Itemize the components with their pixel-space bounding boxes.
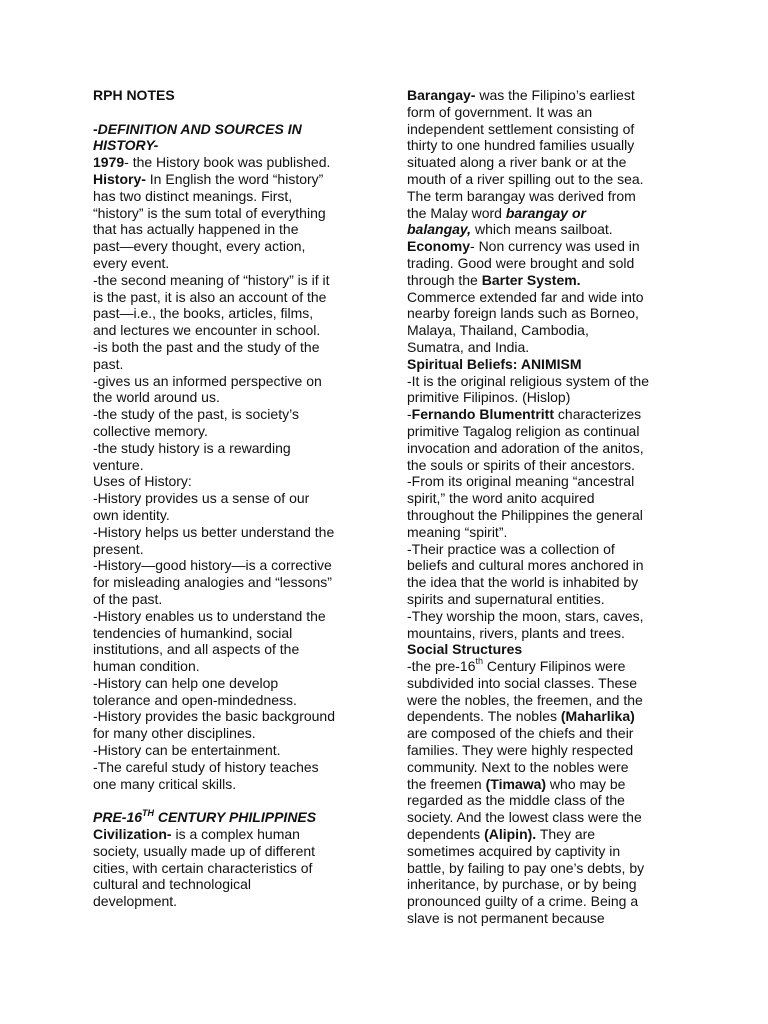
text-line <box>407 557 685 574</box>
text-run: independent settlement consisting of <box>407 120 635 137</box>
text-run: -History—good history—is a corrective <box>93 557 332 574</box>
text-line <box>407 289 685 306</box>
text-run: throughout the Philippines the general <box>407 506 643 523</box>
text-line <box>407 725 685 742</box>
text-line <box>93 524 371 541</box>
bold-text: (Alipin). <box>484 826 537 843</box>
text-line <box>93 423 371 440</box>
text-line <box>93 221 371 238</box>
bold-text: Barter System. <box>481 271 581 288</box>
text-run: that has actually happened in the <box>93 221 299 238</box>
bold-text: PRE-16 <box>93 809 143 826</box>
text-line <box>93 591 371 608</box>
text-run: through the <box>407 271 482 288</box>
text-line <box>407 221 685 238</box>
bold-text: CENTURY PHILIPPINES <box>154 809 317 826</box>
bold-text: Spiritual Beliefs: ANIMISM <box>407 355 582 372</box>
text-line <box>407 625 685 642</box>
text-line <box>407 87 685 104</box>
text-run: tendencies of humankind, social <box>93 624 293 641</box>
text-line <box>93 322 371 339</box>
text-run: -History enables us to understand the <box>93 607 326 624</box>
text-line <box>407 322 685 339</box>
text-line <box>407 776 685 793</box>
text-line <box>93 406 371 423</box>
text-run: the world around us. <box>93 389 220 406</box>
text-line <box>93 440 371 457</box>
text-run: -History provides the basic background <box>93 708 336 725</box>
text-run: - the History book was published. <box>124 154 331 171</box>
bold-text: HISTORY- <box>93 137 159 154</box>
text-line <box>93 238 371 255</box>
text-run: beliefs and cultural mores anchored in <box>407 557 644 574</box>
text-line <box>93 809 371 826</box>
text-line <box>407 641 685 658</box>
text-run: society. And the lowest class were the <box>407 809 642 826</box>
text-run: thirty to one hundred families usually <box>407 137 635 154</box>
text-line <box>407 658 685 675</box>
text-line <box>407 373 685 390</box>
bold-text: Fernando Blumentritt <box>411 406 555 423</box>
text-line <box>407 104 685 121</box>
text-run: cities, with certain characteristics of <box>93 859 313 876</box>
blank-line <box>93 104 371 121</box>
bold-text: 1979 <box>93 154 125 171</box>
text-run: mouth of a river spilling out to the sea. <box>407 170 644 187</box>
text-run: form of government. It was an <box>407 103 593 120</box>
text-line <box>93 87 371 104</box>
text-run: and lectures we encounter in school. <box>93 322 321 339</box>
text-run: -the pre-16 <box>407 658 476 675</box>
text-line <box>407 591 685 608</box>
bold-text: History- <box>93 170 146 187</box>
text-run: every event. <box>93 254 170 271</box>
text-run: In English the word “history” <box>145 170 324 187</box>
text-line <box>407 205 685 222</box>
text-line <box>407 490 685 507</box>
text-run: own identity. <box>93 506 170 523</box>
text-run: Century Filipinos were <box>483 658 626 675</box>
text-run: for many other disciplines. <box>93 725 256 742</box>
text-line <box>93 608 371 625</box>
text-line <box>93 776 371 793</box>
text-run: has two distinct meanings. First, <box>93 187 293 204</box>
text-run: -From its original meaning “ancestral <box>407 473 635 490</box>
text-run: -They worship the moon, stars, caves, <box>407 607 644 624</box>
text-line <box>407 524 685 541</box>
blank-line <box>93 792 371 809</box>
text-line <box>407 440 685 457</box>
text-run: -The careful study of history teaches <box>93 758 319 775</box>
text-line <box>407 708 685 725</box>
text-run: past—every thought, every action, <box>93 238 306 255</box>
bold-text: barangay or <box>505 204 586 221</box>
text-run: -History can help one develop <box>93 674 279 691</box>
text-run: institutions, and all aspects of the <box>93 641 300 658</box>
text-line <box>93 658 371 675</box>
text-line <box>93 625 371 642</box>
text-run: the idea that the world is inhabited by <box>407 574 639 591</box>
text-run: Sumatra, and India. <box>407 338 530 355</box>
text-run: development. <box>93 893 178 910</box>
text-line <box>93 188 371 205</box>
text-run: situated along a river bank or at the <box>407 154 627 171</box>
text-line <box>93 373 371 390</box>
text-run: -History helps us better understand the <box>93 523 335 540</box>
text-line <box>93 473 371 490</box>
text-line <box>407 339 685 356</box>
text-run: the freemen <box>407 775 486 792</box>
text-line <box>407 541 685 558</box>
text-run: spirits and supernatural entities. <box>407 590 605 607</box>
text-run: which means sailboat. <box>471 221 613 238</box>
text-run: for misleading analogies and “lessons” <box>93 574 332 591</box>
text-line <box>407 188 685 205</box>
text-run: society, usually made up of different <box>93 842 316 859</box>
text-run: -gives us an informed perspective on <box>93 372 322 389</box>
text-run: The term barangay was derived from <box>407 187 636 204</box>
text-line <box>407 356 685 373</box>
text-run: tolerance and open-mindedness. <box>93 691 297 708</box>
text-run: dependents <box>407 826 485 843</box>
text-line <box>93 339 371 356</box>
text-run: -History can be entertainment. <box>93 742 281 759</box>
text-line <box>407 473 685 490</box>
text-run: were the nobles, the freemen, and the <box>407 691 643 708</box>
text-line <box>93 490 371 507</box>
text-run: sometimes acquired by captivity in <box>407 842 621 859</box>
text-line <box>93 289 371 306</box>
text-run: battle, by failing to pay one’s debts, by <box>407 859 645 876</box>
text-line <box>93 641 371 658</box>
text-run: primitive Filipinos. (Hislop) <box>407 389 571 406</box>
text-run: invocation and adoration of the anitos, <box>407 439 644 456</box>
text-line <box>407 507 685 524</box>
text-line <box>407 121 685 138</box>
text-line <box>407 742 685 759</box>
bold-text: Civilization- <box>93 826 172 843</box>
text-line <box>93 876 371 893</box>
text-run: community. Next to the nobles were <box>407 758 629 775</box>
text-line <box>407 809 685 826</box>
text-run: meaning “spirit”. <box>407 523 508 540</box>
text-run: - <box>407 406 412 423</box>
text-run: -the study history is a rewarding <box>93 439 291 456</box>
text-line <box>407 272 685 289</box>
bold-text: (Timawa) <box>485 775 547 792</box>
text-run: past—i.e., the books, articles, films, <box>93 305 314 322</box>
text-line <box>407 792 685 809</box>
bold-text: -DEFINITION AND SOURCES IN <box>93 120 302 137</box>
text-run: pronounced guilty of a crime. Being a <box>407 893 639 910</box>
text-run: Commerce extended far and wide into <box>407 288 644 305</box>
text-run: -the second meaning of “history” is if it <box>93 271 330 288</box>
text-run: the Malay word <box>407 204 506 221</box>
text-line <box>407 137 685 154</box>
text-run: th <box>475 656 483 667</box>
text-run: of the past. <box>93 590 163 607</box>
bold-text: Economy <box>407 238 471 255</box>
text-run: is a complex human <box>171 826 300 843</box>
text-line <box>407 389 685 406</box>
left-column <box>93 87 371 910</box>
text-line <box>93 457 371 474</box>
text-run: trading. Good were brought and sold <box>407 254 635 271</box>
text-line <box>93 574 371 591</box>
text-run: one many critical skills. <box>93 775 237 792</box>
text-line <box>407 675 685 692</box>
text-run: - Non currency was used in <box>470 238 640 255</box>
text-line <box>93 725 371 742</box>
text-line <box>407 893 685 910</box>
text-run: human condition. <box>93 658 200 675</box>
text-line <box>93 742 371 759</box>
text-line <box>407 826 685 843</box>
text-line <box>93 272 371 289</box>
text-line <box>93 692 371 709</box>
text-line <box>93 541 371 558</box>
text-run: are composed of the chiefs and their <box>407 725 634 742</box>
text-line <box>93 205 371 222</box>
text-run: the souls or spirits of their ancestors. <box>407 456 635 473</box>
text-line <box>407 423 685 440</box>
text-line <box>407 305 685 322</box>
text-line <box>407 876 685 893</box>
text-line <box>407 574 685 591</box>
text-run: spirit,” the word anito acquired <box>407 490 595 507</box>
text-line <box>93 171 371 188</box>
bold-text: RPH NOTES <box>93 87 175 103</box>
text-run: is the past, it is also an account of the <box>93 288 327 305</box>
bold-text: Barangay- <box>407 87 476 103</box>
text-run: cultural and technological <box>93 876 251 893</box>
text-line <box>407 608 685 625</box>
text-line <box>407 910 685 927</box>
text-run: “history” is the sum total of everything <box>93 204 326 221</box>
text-line <box>407 238 685 255</box>
text-run: regarded as the middle class of the <box>407 792 625 809</box>
text-line <box>407 759 685 776</box>
text-line <box>93 893 371 910</box>
text-run: inheritance, by purchase, or by being <box>407 876 637 893</box>
text-line <box>93 675 371 692</box>
text-run: Uses of History: <box>93 473 192 490</box>
text-line <box>93 255 371 272</box>
text-line <box>407 154 685 171</box>
text-run: slave is not permanent because <box>407 910 605 927</box>
text-line <box>93 507 371 524</box>
text-line <box>93 137 371 154</box>
text-run: mountains, rivers, plants and trees. <box>407 624 625 641</box>
text-run: -It is the original religious system of the <box>407 372 649 389</box>
text-run: present. <box>93 540 144 557</box>
bold-text: TH <box>142 807 155 818</box>
text-line <box>93 356 371 373</box>
text-run: -the study of the past, is society’s <box>93 406 299 423</box>
text-run: collective memory. <box>93 422 208 439</box>
text-line <box>93 121 371 138</box>
text-run: past. <box>93 355 124 372</box>
text-run: primitive Tagalog religion as continual <box>407 422 640 439</box>
text-line <box>93 759 371 776</box>
text-run: nearby foreign lands such as Borneo, <box>407 305 639 322</box>
text-run: They are <box>536 826 596 843</box>
text-run: -History provides us a sense of our <box>93 490 310 507</box>
text-line <box>93 708 371 725</box>
right-column <box>407 87 685 927</box>
text-run: was the Filipino’s earliest <box>475 87 635 103</box>
text-run: who may be <box>546 775 626 792</box>
text-run: families. They were highly respected <box>407 742 634 759</box>
text-run: subdivided into social classes. These <box>407 674 638 691</box>
text-line <box>93 826 371 843</box>
text-run: -Their practice was a collection of <box>407 540 615 557</box>
text-run: dependents. The nobles <box>407 708 561 725</box>
bold-text: (Maharlika) <box>560 708 635 725</box>
text-line <box>93 557 371 574</box>
text-run: Malaya, Thailand, Cambodia, <box>407 322 589 339</box>
text-line <box>93 843 371 860</box>
text-line <box>407 843 685 860</box>
text-line <box>407 692 685 709</box>
text-run: characterizes <box>554 406 642 423</box>
text-line <box>93 860 371 877</box>
text-line <box>93 154 371 171</box>
text-line <box>407 255 685 272</box>
text-run: venture. <box>93 456 144 473</box>
text-line <box>93 305 371 322</box>
text-line <box>407 457 685 474</box>
text-line <box>407 406 685 423</box>
text-line <box>407 171 685 188</box>
bold-text: Social Structures <box>407 641 523 658</box>
text-line <box>93 389 371 406</box>
text-run: -is both the past and the study of the <box>93 338 320 355</box>
text-line <box>407 860 685 877</box>
bold-text: balangay, <box>407 221 472 238</box>
